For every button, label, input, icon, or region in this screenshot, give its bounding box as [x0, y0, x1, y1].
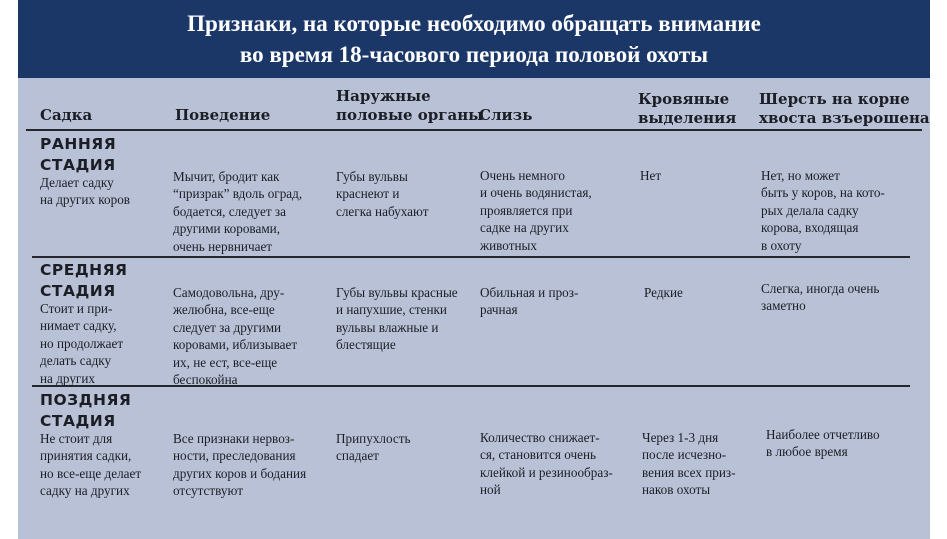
- cell-tail-hair: Нет, но может быть у коров, на кото- рых делала садку корова, входящая в охоту: [761, 168, 885, 253]
- cell-tail-hair: Наиболее отчетливо в любое время: [766, 427, 880, 460]
- col-header-behavior: Поведение: [175, 106, 271, 124]
- col-header-blood: Кровяные выделения: [638, 90, 737, 127]
- col-header-tail-hair: Шерсть на корне хвоста взъерошена: [759, 90, 930, 127]
- cell-behavior: Мычит, бродит как “призрак” вдоль оград, бодается, следует за другими коровами, очень нервничает: [173, 169, 303, 254]
- cell-genitals: Припухлость спадает: [336, 431, 411, 464]
- cell-mucus: Количество снижает- ся, становится очень клейкой и резинообраз- ной: [480, 430, 613, 498]
- title-line-1: Признаки, на которые необходимо обращать внимание: [187, 11, 761, 36]
- cell-mucus: Очень немного и очень водянистая, проявляется при садке на других животных: [480, 168, 592, 253]
- cell-blood: Редкие: [644, 285, 683, 300]
- cell-blood: Через 1-3 дня после исчезно- вения всех приз- наков охоты: [642, 430, 736, 498]
- cell-mounting: Не стоит для принятия садки, но все-еще делает садку на других: [40, 431, 142, 499]
- cell-tail-hair: Слегка, иногда очень заметно: [761, 281, 880, 314]
- col-header-mucus: Слизь: [479, 106, 533, 124]
- cell-genitals: Губы вульвы краснеют и слегка набухают: [336, 169, 429, 219]
- cell-mounting: Делает садку на других коров: [40, 175, 131, 208]
- row-divider: [32, 385, 910, 387]
- cell-genitals: Губы вульвы красные и напухшие, стенки вульвы влажные и блестящие: [336, 285, 458, 353]
- row-divider: [32, 256, 910, 258]
- stage-label: ПОЗДНЯЯ СТАДИЯ: [40, 391, 132, 430]
- cell-mounting: Стоит и при- нимает садку, но продолжает делать садку на других: [40, 301, 124, 386]
- table-title-banner: [18, 0, 930, 78]
- cell-behavior: Самодовольна, дру- желюбна, все-еще следует за другими коровами, иблизывает их, не ест, все-еще беспокойна: [173, 285, 298, 388]
- cell-behavior: Все признаки нервоз- ности, преследования других коров и бодания отсутствуют: [173, 431, 307, 499]
- cell-mucus: Обильная и проз- рачная: [480, 285, 579, 318]
- signs-table: [18, 78, 930, 539]
- stage-label: РАННЯЯ СТАДИЯ: [40, 135, 117, 174]
- cell-blood: Нет: [640, 168, 662, 183]
- header-divider: [26, 129, 922, 131]
- col-header-mounting: Садка: [40, 106, 93, 124]
- title-line-2: во время 18-часового периода половой охоты: [239, 42, 709, 67]
- stage-label: СРЕДНЯЯ СТАДИЯ: [40, 261, 128, 300]
- col-header-genitals: Наружные половые органы: [336, 87, 484, 124]
